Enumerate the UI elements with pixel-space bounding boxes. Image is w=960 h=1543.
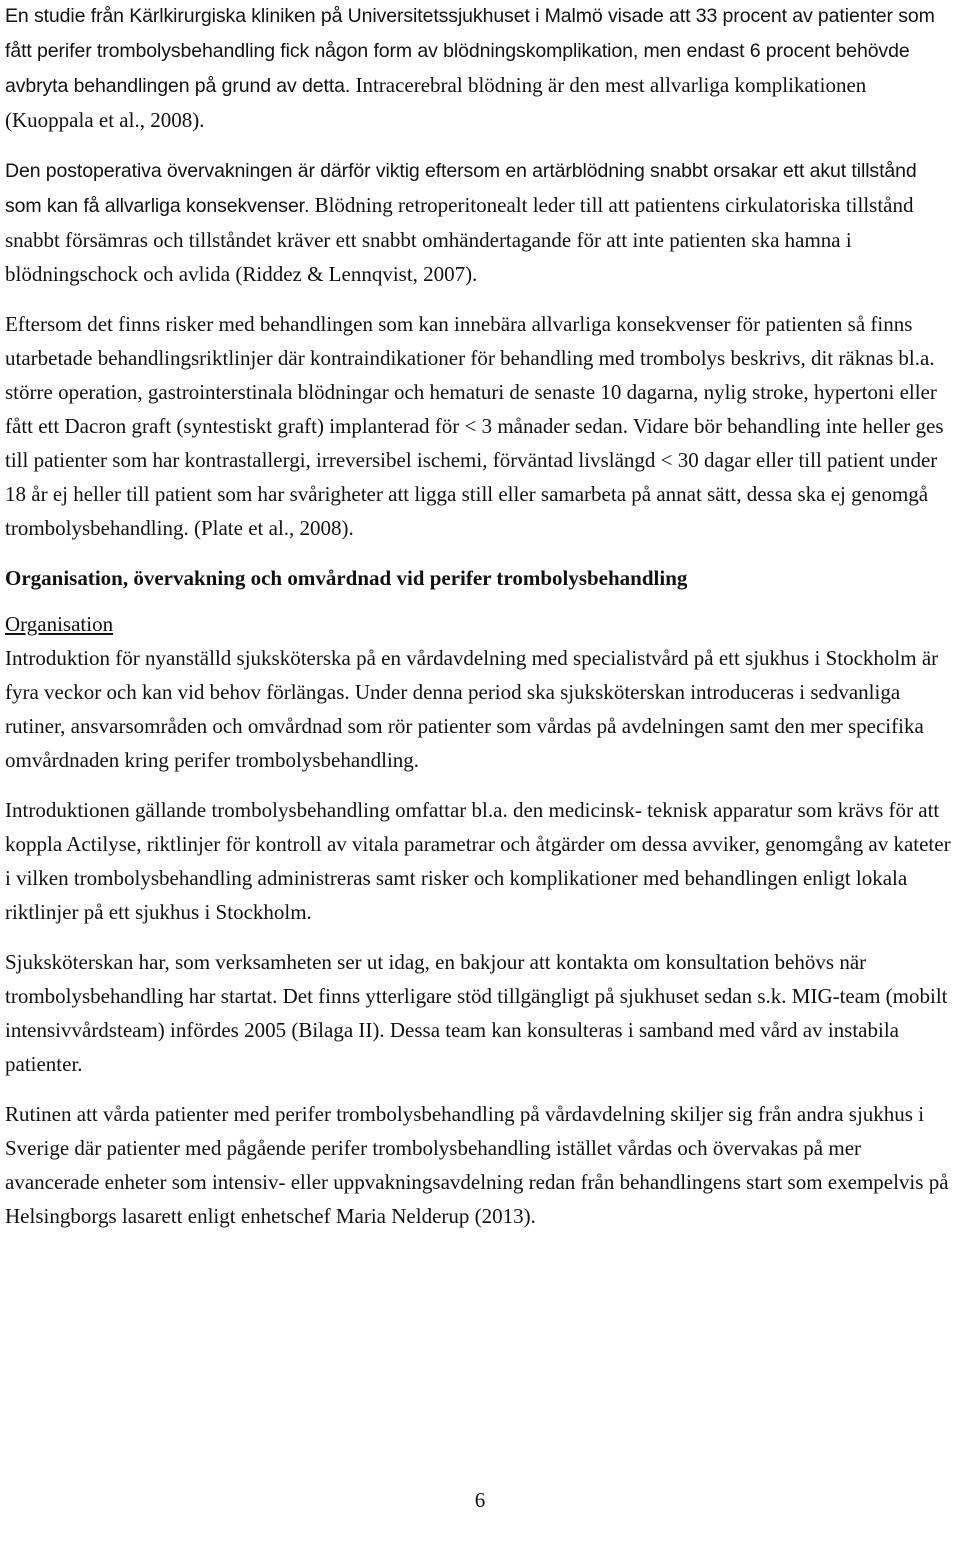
paragraph-malmo-study-serif-text: Intracerebral blödning är den mest allvarliga komplikationen (Kuoppala et al., 2008).	[5, 73, 867, 132]
paragraph-malmo-study-sans-text: En studie från Kärlkirurgiska kliniken på Universitetssjukhuset i Malmö visade att 33 procent av patienter som fått perifer trombolysbehandling fick någon form av blödningskomplikation, men endast 6 procent behövde avbryta behandlingen på grund av detta.	[5, 5, 935, 97]
paragraph-postoperative-serif-text: Blödning retroperitonealt leder till att patientens cirkulatoriska tillstånd snabbt försämras och tillståndet kräver ett snabbt omhändertagande för att inte patienten ska hamna i blödningschock och avlida (Riddez & Lennqvist, 2007).	[5, 193, 914, 286]
paragraph-postoperative-monitoring	[5, 153, 957, 291]
section-heading: Organisation, övervakning och omvårdnad vid perifer trombolysbehandling	[5, 566, 688, 590]
paragraph-malmo-study	[5, 0, 957, 137]
paragraph-introduction	[5, 607, 957, 777]
document-page	[5, 0, 957, 1249]
paragraph-contraindications: Eftersom det finns risker med behandlingen som kan innebära allvarliga konsekvenser för patienten så finns utarbetade behandlingsriktlinjer där kontraindikationer för behandling med trombolys beskrivs, dit räknas bl.a. större operation, gastrointerstinala blödningar och hematuri de senaste 10 dagarna, nylig stroke, hypertoni eller fått ett Dacron graft (syntestiskt graft) implanterad för < 3 månader sedan. Vidare bör behandling inte heller ges till patienter som har kontrastallergi, irreversibel ischemi, förväntad livslängd < 30 dagar eller till patient under 18 år ej heller till patient som har svårigheter att ligga still eller samarbeta på annat sätt, dessa ska ej genomgå trombolysbehandling. (Plate et al., 2008).	[5, 312, 944, 540]
paragraph-routine-comparison: Rutinen att vårda patienter med perifer trombolysbehandling på vårdavdelning skiljer sig från andra sjukhus i Sverige där patienter med pågående perifer trombolysbehandling istället vårdas och övervakas på mer avancerade enheter som intensiv- eller uppvakningsavdelning redan från behandlingens start som exempelvis på Helsingborgs lasarett enligt enhetschef Maria Nelderup (2013).	[5, 1102, 949, 1228]
paragraph-introduction-content: Introduktionen gällande trombolysbehandling omfattar bl.a. den medicinsk- teknisk apparatur som krävs för att koppla Actilyse, riktlinjer för kontroll av vitala parametrar och åtgärder om dessa avviker, genomgång av kateter i vilken trombolysbehandling administreras samt risker och komplikationer med behandlingen enligt lokala riktlinjer på ett sjukhus i Stockholm.	[5, 798, 951, 924]
paragraph-postoperative-sans-text: Den postoperativa övervakningen är därför viktig eftersom en artärblödning snabbt orsakar ett akut tillstånd som kan få allvarliga konsekvenser.	[5, 160, 917, 217]
page-number: 6	[474, 1488, 486, 1512]
paragraph-backup-support: Sjuksköterskan har, som verksamheten ser ut idag, en bakjour att kontakta om konsultation behövs när trombolysbehandling har startat. Det finns ytterligare stöd tillgängligt på sjukhuset sedan s.k. MIG-team (mobilt intensivvårdsteam) infördes 2005 (Bilaga II). Dessa team kan konsulteras i samband med vård av instabila patienter.	[5, 950, 948, 1076]
subsection-heading: Organisation	[5, 612, 114, 636]
paragraph-introduction-text: Introduktion för nyanställd sjuksköterska på en vårdavdelning med specialistvård på ett sjukhus i Stockholm är fyra veckor och kan vid behov förlängas. Under denna period ska sjuksköterskan introduceras i sedvanliga rutiner, ansvarsområden och omvårdnad som rör patienter som vårdas på avdelningen samt den mer specifika omvårdnaden kring perifer trombolysbehandling.	[5, 646, 939, 772]
